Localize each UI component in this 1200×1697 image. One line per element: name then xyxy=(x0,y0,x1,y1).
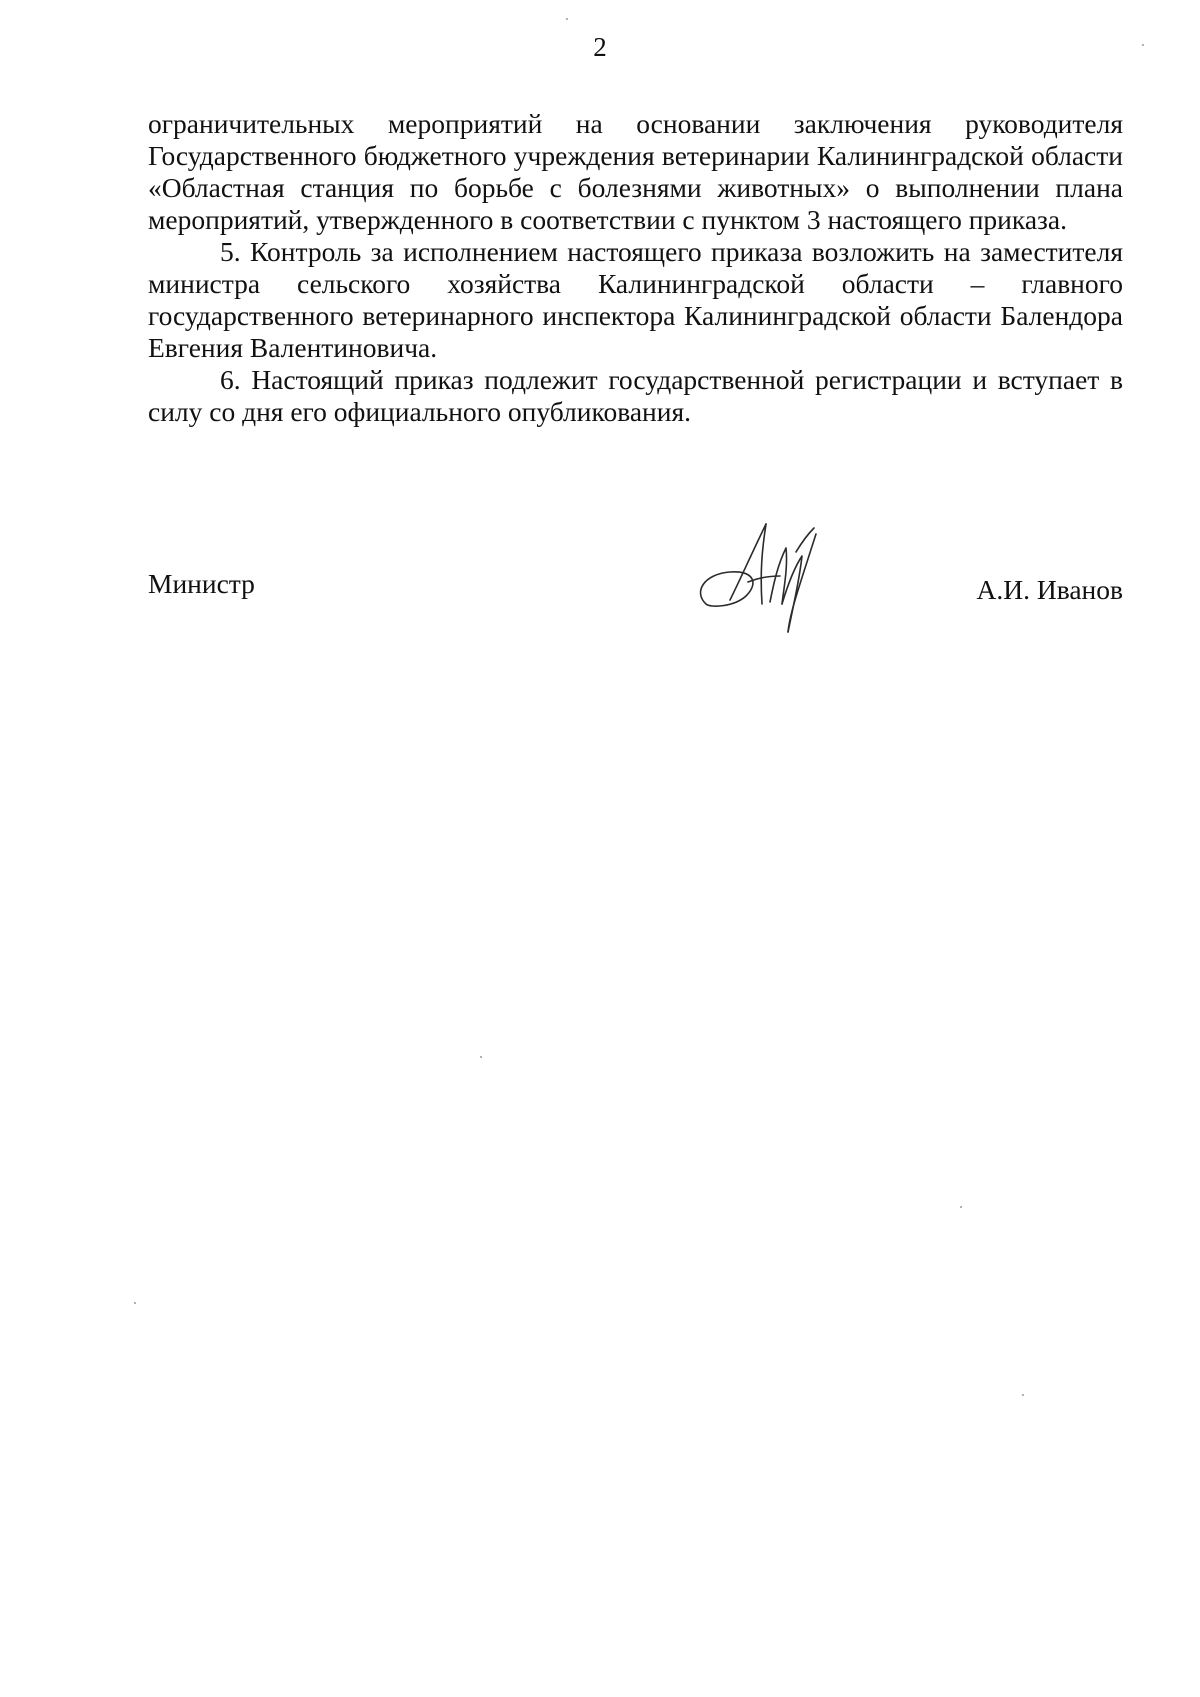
paragraph-item-6: 6. Настоящий приказ подлежит государственной регистрации и вступает в силу со дня его официального опубликования. xyxy=(148,364,1123,427)
document-body xyxy=(148,108,1123,428)
signatory-name: А.И. Иванов xyxy=(976,574,1123,605)
scan-speck xyxy=(1022,1394,1024,1396)
signatory-position: Министр xyxy=(148,568,255,599)
scan-speck xyxy=(480,1056,482,1058)
paragraph-item-5: 5. Контроль за исполнением настоящего приказа возложить на заместителя министра сельского хозяйства Калининградской области – главного государственного ветеринарного инспектора Калининградской области Балендора Евгения Валентиновича. xyxy=(148,236,1123,363)
scan-speck xyxy=(960,1206,962,1208)
scan-speck xyxy=(134,1302,136,1304)
paragraph-continuation: ограничительных мероприятий на основании заключения руководителя Государственного бюджетного учреждения ветеринарии Калининградской области «Областная станция по борьбе с болезнями животных» о выполнении плана мероприятий, утвержденного в соответствии с пунктом 3 настоящего приказа. xyxy=(148,108,1123,235)
scan-speck xyxy=(1142,44,1144,46)
signature-block xyxy=(148,560,1123,640)
page-number: 2 xyxy=(593,32,607,62)
handwritten-signature xyxy=(688,512,838,642)
scan-speck xyxy=(566,18,568,20)
